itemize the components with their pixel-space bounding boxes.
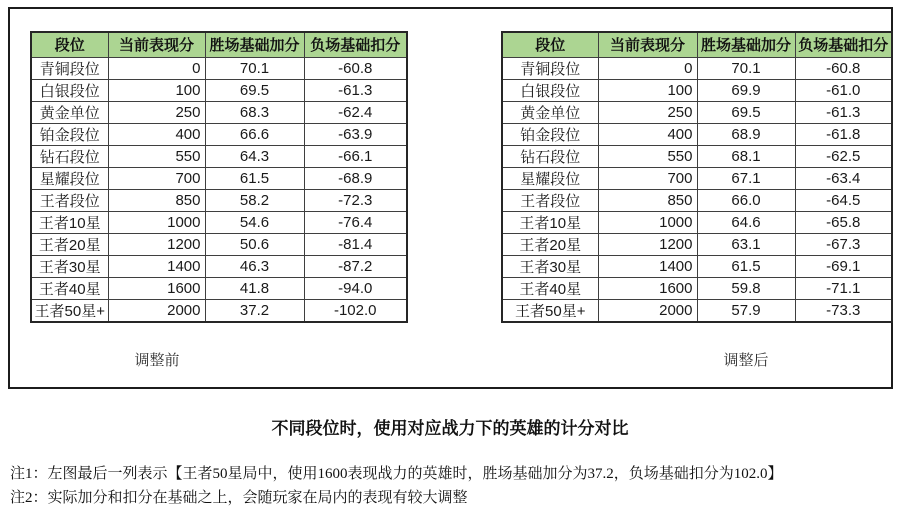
table-row bbox=[31, 189, 407, 211]
cell-current-score: 100 bbox=[108, 79, 205, 101]
cell-rank: 王者10星 bbox=[31, 211, 108, 233]
table-row bbox=[502, 211, 892, 233]
before-table bbox=[30, 31, 408, 323]
cell-win-bonus: 69.5 bbox=[697, 101, 795, 123]
cell-loss-penalty: -63.4 bbox=[795, 167, 892, 189]
cell-loss-penalty: -94.0 bbox=[304, 277, 407, 299]
cell-current-score: 1000 bbox=[108, 211, 205, 233]
header-rank: 段位 bbox=[31, 32, 108, 57]
cell-loss-penalty: -60.8 bbox=[795, 57, 892, 79]
cell-win-bonus: 69.5 bbox=[205, 79, 304, 101]
table-row bbox=[31, 145, 407, 167]
header-win-bonus: 胜场基础加分 bbox=[205, 32, 304, 57]
cell-current-score: 850 bbox=[108, 189, 205, 211]
table-row bbox=[502, 123, 892, 145]
table-row bbox=[31, 233, 407, 255]
cell-loss-penalty: -102.0 bbox=[304, 299, 407, 322]
table-row bbox=[502, 233, 892, 255]
table-row bbox=[502, 79, 892, 101]
cell-loss-penalty: -61.8 bbox=[795, 123, 892, 145]
cell-current-score: 400 bbox=[108, 123, 205, 145]
cell-loss-penalty: -87.2 bbox=[304, 255, 407, 277]
cell-rank: 王者20星 bbox=[31, 233, 108, 255]
before-table-header bbox=[31, 32, 407, 57]
header-current-score: 当前表现分 bbox=[108, 32, 205, 57]
cell-win-bonus: 64.3 bbox=[205, 145, 304, 167]
table-row bbox=[502, 299, 892, 322]
cell-loss-penalty: -62.5 bbox=[795, 145, 892, 167]
cell-current-score: 0 bbox=[598, 57, 697, 79]
cell-win-bonus: 68.3 bbox=[205, 101, 304, 123]
cell-current-score: 550 bbox=[108, 145, 205, 167]
cell-rank: 星耀段位 bbox=[31, 167, 108, 189]
cell-rank: 王者20星 bbox=[502, 233, 598, 255]
cell-win-bonus: 67.1 bbox=[697, 167, 795, 189]
cell-win-bonus: 59.8 bbox=[697, 277, 795, 299]
cell-win-bonus: 37.2 bbox=[205, 299, 304, 322]
cell-current-score: 1200 bbox=[108, 233, 205, 255]
cell-current-score: 100 bbox=[598, 79, 697, 101]
cell-current-score: 1400 bbox=[108, 255, 205, 277]
cell-win-bonus: 64.6 bbox=[697, 211, 795, 233]
cell-current-score: 2000 bbox=[108, 299, 205, 322]
cell-win-bonus: 46.3 bbox=[205, 255, 304, 277]
cell-win-bonus: 61.5 bbox=[697, 255, 795, 277]
cell-rank: 钻石段位 bbox=[502, 145, 598, 167]
cell-win-bonus: 66.6 bbox=[205, 123, 304, 145]
cell-rank: 青铜段位 bbox=[502, 57, 598, 79]
cell-rank: 王者40星 bbox=[502, 277, 598, 299]
table-row bbox=[502, 277, 892, 299]
note-2: 注2：实际加分和扣分在基础之上，会随玩家在局内的表现有较大调整 bbox=[10, 490, 468, 506]
cell-loss-penalty: -63.9 bbox=[304, 123, 407, 145]
cell-win-bonus: 68.9 bbox=[697, 123, 795, 145]
table-row bbox=[502, 101, 892, 123]
table-row bbox=[31, 167, 407, 189]
table-row bbox=[502, 145, 892, 167]
table-row bbox=[31, 101, 407, 123]
cell-current-score: 400 bbox=[598, 123, 697, 145]
cell-win-bonus: 50.6 bbox=[205, 233, 304, 255]
cell-loss-penalty: -61.3 bbox=[304, 79, 407, 101]
header-loss-penalty: 负场基础扣分 bbox=[304, 32, 407, 57]
cell-loss-penalty: -76.4 bbox=[304, 211, 407, 233]
cell-current-score: 1000 bbox=[598, 211, 697, 233]
table-row bbox=[31, 277, 407, 299]
cell-win-bonus: 61.5 bbox=[205, 167, 304, 189]
cell-rank: 铂金段位 bbox=[31, 123, 108, 145]
cell-loss-penalty: -73.3 bbox=[795, 299, 892, 322]
cell-rank: 王者10星 bbox=[502, 211, 598, 233]
header-win-bonus: 胜场基础加分 bbox=[697, 32, 795, 57]
cell-rank: 钻石段位 bbox=[31, 145, 108, 167]
header-row bbox=[31, 32, 407, 57]
header-rank: 段位 bbox=[502, 32, 598, 57]
cell-current-score: 250 bbox=[108, 101, 205, 123]
cell-current-score: 700 bbox=[108, 167, 205, 189]
table-row bbox=[31, 255, 407, 277]
cell-loss-penalty: -64.5 bbox=[795, 189, 892, 211]
table-row bbox=[502, 167, 892, 189]
cell-loss-penalty: -61.0 bbox=[795, 79, 892, 101]
cell-win-bonus: 70.1 bbox=[697, 57, 795, 79]
cell-win-bonus: 66.0 bbox=[697, 189, 795, 211]
cell-loss-penalty: -66.1 bbox=[304, 145, 407, 167]
note-1: 注1：左图最后一列表示【王者50星局中，使用1600表现战力的英雄时，胜场基础加分为37.2，负场基础扣分为102.0】 bbox=[10, 466, 783, 482]
cell-win-bonus: 68.1 bbox=[697, 145, 795, 167]
cell-current-score: 550 bbox=[598, 145, 697, 167]
after-table-body bbox=[502, 57, 892, 322]
cell-rank: 王者40星 bbox=[31, 277, 108, 299]
figure-title: 不同段位时，使用对应战力下的英雄的计分对比 bbox=[271, 419, 629, 438]
header-loss-penalty: 负场基础扣分 bbox=[795, 32, 892, 57]
cell-win-bonus: 63.1 bbox=[697, 233, 795, 255]
cell-rank: 青铜段位 bbox=[31, 57, 108, 79]
cell-rank: 王者30星 bbox=[502, 255, 598, 277]
cell-loss-penalty: -67.3 bbox=[795, 233, 892, 255]
cell-current-score: 2000 bbox=[598, 299, 697, 322]
cell-current-score: 850 bbox=[598, 189, 697, 211]
cell-current-score: 1200 bbox=[598, 233, 697, 255]
table-row bbox=[31, 123, 407, 145]
table-caption-before: 调整前 bbox=[134, 352, 180, 369]
cell-loss-penalty: -72.3 bbox=[304, 189, 407, 211]
cell-loss-penalty: -62.4 bbox=[304, 101, 407, 123]
cell-win-bonus: 69.9 bbox=[697, 79, 795, 101]
header-row bbox=[502, 32, 892, 57]
cell-loss-penalty: -71.1 bbox=[795, 277, 892, 299]
cell-rank: 王者段位 bbox=[502, 189, 598, 211]
cell-rank: 王者段位 bbox=[31, 189, 108, 211]
cell-loss-penalty: -65.8 bbox=[795, 211, 892, 233]
table-row bbox=[31, 211, 407, 233]
cell-win-bonus: 57.9 bbox=[697, 299, 795, 322]
cell-loss-penalty: -81.4 bbox=[304, 233, 407, 255]
cell-current-score: 250 bbox=[598, 101, 697, 123]
table-caption-after: 调整后 bbox=[723, 352, 769, 369]
cell-loss-penalty: -69.1 bbox=[795, 255, 892, 277]
after-table-header bbox=[502, 32, 892, 57]
table-row bbox=[31, 299, 407, 322]
table-row bbox=[31, 57, 407, 79]
before-table-body bbox=[31, 57, 407, 322]
table-row bbox=[502, 189, 892, 211]
cell-current-score: 0 bbox=[108, 57, 205, 79]
cell-rank: 白银段位 bbox=[31, 79, 108, 101]
table-row bbox=[502, 255, 892, 277]
cell-win-bonus: 54.6 bbox=[205, 211, 304, 233]
cell-rank: 铂金段位 bbox=[502, 123, 598, 145]
cell-rank: 白银段位 bbox=[502, 79, 598, 101]
table-row bbox=[502, 57, 892, 79]
header-current-score: 当前表现分 bbox=[598, 32, 697, 57]
cell-rank: 黄金单位 bbox=[502, 101, 598, 123]
cell-rank: 王者50星+ bbox=[31, 299, 108, 322]
cell-current-score: 1600 bbox=[598, 277, 697, 299]
cell-win-bonus: 58.2 bbox=[205, 189, 304, 211]
cell-rank: 王者50星+ bbox=[502, 299, 598, 322]
cell-win-bonus: 41.8 bbox=[205, 277, 304, 299]
cell-current-score: 1400 bbox=[598, 255, 697, 277]
cell-rank: 星耀段位 bbox=[502, 167, 598, 189]
after-table bbox=[501, 31, 893, 323]
cell-rank: 黄金单位 bbox=[31, 101, 108, 123]
cell-current-score: 1600 bbox=[108, 277, 205, 299]
cell-win-bonus: 70.1 bbox=[205, 57, 304, 79]
cell-rank: 王者30星 bbox=[31, 255, 108, 277]
cell-loss-penalty: -68.9 bbox=[304, 167, 407, 189]
cell-loss-penalty: -61.3 bbox=[795, 101, 892, 123]
cell-current-score: 700 bbox=[598, 167, 697, 189]
cell-loss-penalty: -60.8 bbox=[304, 57, 407, 79]
table-row bbox=[31, 79, 407, 101]
